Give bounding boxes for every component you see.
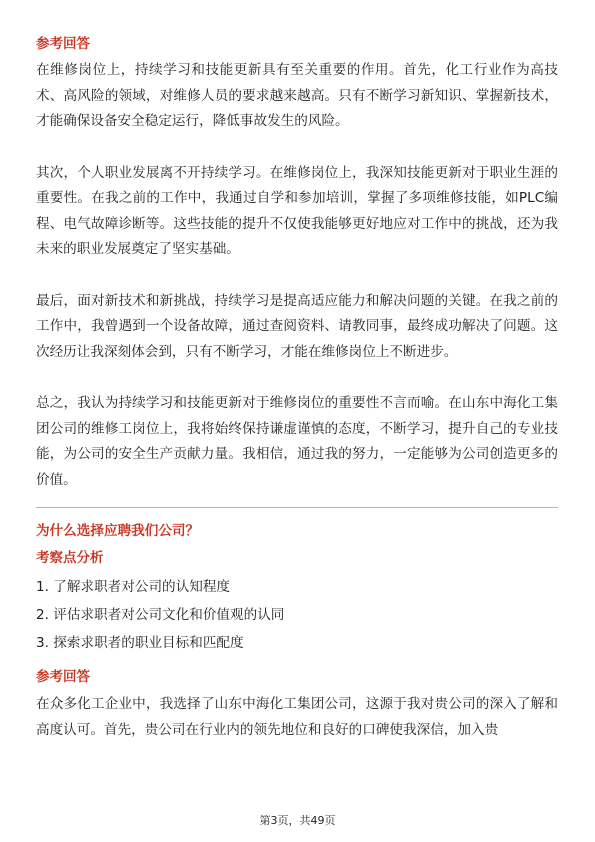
- analysis-point: 1. 了解求职者对公司的认知程度: [36, 579, 231, 595]
- analysis-point: 2. 评估求职者对公司文化和价值观的认同: [36, 607, 285, 623]
- answer-paragraph-2: 其次，个人职业发展离不开持续学习。在维修岗位上，我深知技能更新对于职业生涯的重要性。在我之前的工作中，我通过自学和参加培训，掌握了多项维修技能，如PLC编程、电气故障诊断等。这些技能的提升不仅使我能够更好地应对工作中的挑战，还为我未来的职业发展奠定了坚实基础。: [36, 164, 558, 257]
- section-divider: [36, 507, 558, 508]
- analysis-point: 3. 探索求职者的职业目标和匹配度: [36, 635, 244, 651]
- page-number-footer: 第3页，共49页: [259, 814, 336, 827]
- reference-answer-heading-2: 参考回答: [36, 669, 90, 685]
- interview-question: 为什么选择应聘我们公司？: [36, 523, 200, 539]
- answer-paragraph-1: 在维修岗位上，持续学习和技能更新具有至关重要的作用。首先，化工行业作为高技术、高风险的领域，对维修人员的要求越来越高。只有不断学习新知识、掌握新技术，才能确保设备安全稳定运行，降低事故发生的风险。: [36, 62, 558, 129]
- analysis-heading: 考察点分析: [36, 550, 104, 566]
- reference-answer-heading: 参考回答: [36, 36, 90, 52]
- document-page: [36, 34, 558, 743]
- answer-paragraph-4: 总之，我认为持续学习和技能更新对于维修岗位的重要性不言而喻。在山东中海化工集团公司的维修工岗位上，我将始终保持谦虚谨慎的态度，不断学习，提升自己的专业技能，为公司的安全生产贡献力量。我相信，通过我的努力，一定能够为公司创造更多的价值。: [36, 395, 558, 488]
- answer-paragraph-5: 在众多化工企业中，我选择了山东中海化工集团公司，这源于我对贵公司的深入了解和高度认可。首先，贵公司在行业内的领先地位和良好的口碑使我深信，加入贵: [36, 696, 558, 738]
- analysis-points-list: [36, 573, 558, 657]
- answer-paragraph-3: 最后，面对新技术和新挑战，持续学习是提高适应能力和解决问题的关键。在我之前的工作中，我曾遇到一个设备故障，通过查阅资料、请教同事，最终成功解决了问题。这次经历让我深刻体会到，只有不断学习，才能在维修岗位上不断进步。: [36, 292, 558, 360]
